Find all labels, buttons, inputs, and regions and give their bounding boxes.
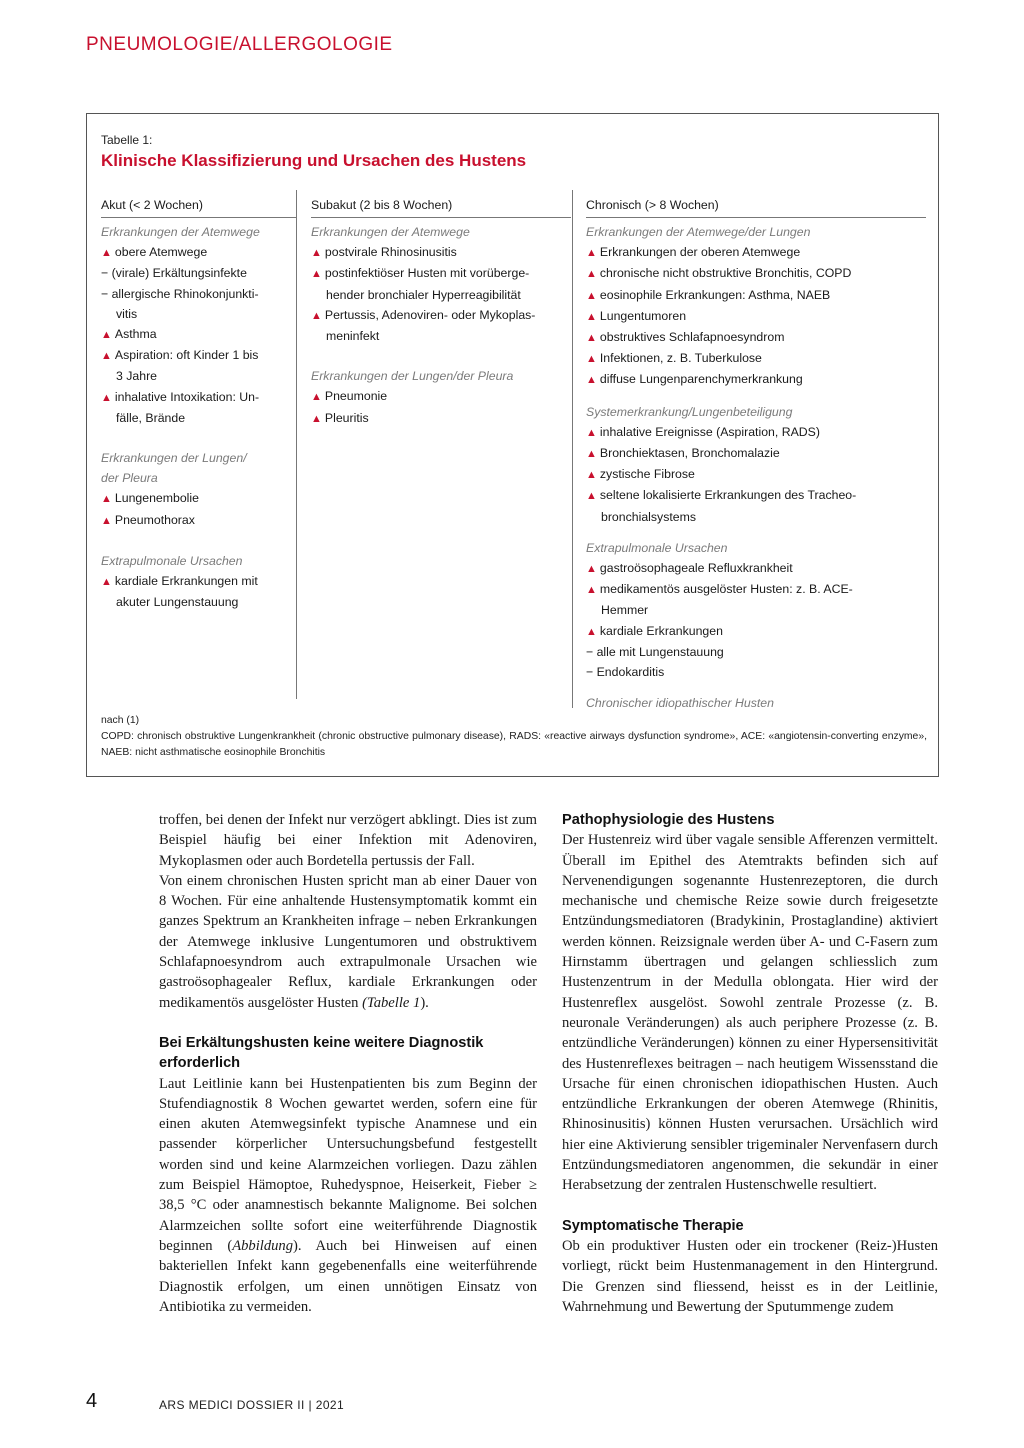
triangle-bullet-icon: ▲ <box>101 329 112 342</box>
triangle-bullet-icon: ▲ <box>586 332 597 345</box>
sub-item: − allergische Rhinokonjunkti- <box>101 286 259 301</box>
list-item-cont: bronchialsystems <box>601 509 696 524</box>
subheading: Bei Erkältungshusten keine weitere Diagnostik erforderlich <box>159 1034 484 1072</box>
category-label: Extrapulmonale Ursachen <box>586 540 728 555</box>
figure-reference: Abbildung <box>232 1237 294 1254</box>
table-title: Klinische Klassifizierung und Ursachen des Hustens <box>101 151 527 170</box>
list-item-cont: hender bronchialer Hyperreagibilität <box>326 287 521 302</box>
article-column-right <box>562 810 938 1317</box>
triangle-bullet-icon: ▲ <box>586 374 597 387</box>
category-label: Erkrankungen der Atemwege <box>311 225 470 239</box>
list-item: ▲ medikamentös ausgelöster Husten: z. B. ACE- <box>586 582 853 597</box>
list-item: ▲ seltene lokalisierte Erkrankungen des Tracheo- <box>586 488 857 503</box>
table-reference: (Tabelle 1 <box>362 994 421 1011</box>
list-item: ▲ postvirale Rhinosinusitis <box>311 245 457 260</box>
list-item: ▲ Bronchiektasen, Bronchomalazie <box>586 446 780 461</box>
triangle-bullet-icon: ▲ <box>586 289 597 302</box>
table-abbreviations: COPD: chronisch obstruktive Lungenkrankheit (chronic obstructive pulmonary disease), RADS: «reactive airways dysfunction syndrome», ACE: «angiotensin-converting enzyme», NAEB: nicht asthmatische eosinophile Bronchitis <box>101 731 927 758</box>
paragraph: Ob ein produktiver Husten oder ein trockener (Reiz-)Husten vorliegt, rückt beim Hustenmanagement in den Hintergrund. Die Grenzen sind fliessend, heisst es in der Leitlinie, Wahrnehmung und Bewertung der Sputummenge zudem <box>562 1237 938 1315</box>
section-header: PNEUMOLOGIE/ALLERGOLOGIE <box>86 34 393 55</box>
column-divider <box>572 190 573 708</box>
triangle-bullet-icon: ▲ <box>586 426 597 439</box>
triangle-bullet-icon: ▲ <box>101 247 112 260</box>
list-item-cont: meninfekt <box>326 329 380 344</box>
list-item: ▲ Pertussis, Adenoviren- oder Mykoplas- <box>311 307 536 322</box>
triangle-bullet-icon: ▲ <box>311 412 322 425</box>
category-label: Erkrankungen der Lungen/ <box>101 451 247 466</box>
triangle-bullet-icon: ▲ <box>101 514 112 527</box>
list-item-cont: akuter Lungenstauung <box>116 595 239 610</box>
column-header-chronic: Chronisch (> 8 Wochen) <box>586 190 926 218</box>
triangle-bullet-icon: ▲ <box>311 309 322 322</box>
list-item: ▲ chronische nicht obstruktive Bronchitis, COPD <box>586 266 852 281</box>
triangle-bullet-icon: ▲ <box>311 247 322 260</box>
triangle-bullet-icon: ▲ <box>101 350 112 363</box>
column-chronic <box>586 190 926 713</box>
sub-item-cont: vitis <box>116 306 138 321</box>
triangle-bullet-icon: ▲ <box>101 493 112 506</box>
sub-item: − Endokarditis <box>586 665 665 680</box>
list-item-cont: Hemmer <box>601 603 649 618</box>
list-item: ▲ obere Atemwege <box>101 245 208 260</box>
list-item: ▲ postinfektiöser Husten mit vorüberge- <box>311 266 530 281</box>
triangle-bullet-icon: ▲ <box>101 576 112 589</box>
list-item: ▲ inhalative Ereignisse (Aspiration, RADS) <box>586 424 820 439</box>
page-number: 4 <box>86 1390 98 1412</box>
paragraph: Der Hustenreiz wird über vagale sensible Afferenzen vermittelt. Überall im Epithel des Atemtrakts befinden sich auf Nervenendigungen sogenannte Hustenrezeptoren, die durch mechanische und chemische Reize sowie durch freigesetzte Entzündungsmediatoren (Bradykinin, Prostaglandine) aktiviert werden können. Reizsignale werden über A- und C-Fasern zum Hirnstamm übertragen und gelangen schliesslich zum Hustenzentrum in der Medulla oblongata. Hier wird der Hustenreflex ausgelöst. Sowohl zentrale Prozesse (z. B. neuronale Veränderungen) als auch periphere Prozesse (z. B. entzündliche Veränderungen) können zu einer Hypersensitivität des Hustenreflexes beitragen – nach heutigem Wissensstand die Ursache für einen chronischen idiopathischen Husten. Auch entzündliche Erkrankungen der oberen Atemwege (Rhinitis, Rhinosinusitis) können Husten verursachen. Ursächlich wird hier eine Aktivierung sensibler trigeminaler Nervenfasern durch Entzündungsmediatoren angenommen, die sekundär in einer Herabsetzung der zentralen Hustenschwelle resultiert. <box>562 832 938 1194</box>
table-source: nach (1) <box>101 715 140 726</box>
category-label: Systemerkrankung/Lungenbeteiligung <box>586 404 793 419</box>
table-label: Tabelle 1: <box>101 133 153 147</box>
triangle-bullet-icon: ▲ <box>586 469 597 482</box>
list-item: ▲ Aspiration: oft Kinder 1 bis <box>101 348 259 363</box>
category-label: Erkrankungen der Lungen/der Pleura <box>311 369 514 384</box>
column-subacute <box>311 190 571 429</box>
subheading: Pathophysiologie des Hustens <box>562 812 775 828</box>
sub-item: − (virale) Erkältungsinfekte <box>101 266 247 281</box>
triangle-bullet-icon: ▲ <box>586 268 597 281</box>
list-item: ▲ zystische Fibrose <box>586 467 695 482</box>
triangle-bullet-icon: ▲ <box>586 310 597 323</box>
list-item: ▲ Lungenembolie <box>101 491 199 506</box>
column-header-acute: Akut (< 2 Wochen) <box>101 190 296 218</box>
list-item: ▲ Asthma <box>101 327 157 342</box>
list-item: ▲ Erkrankungen der oberen Atemwege <box>586 245 801 260</box>
triangle-bullet-icon: ▲ <box>586 448 597 461</box>
list-item: ▲ inhalative Intoxikation: Un- <box>101 389 260 404</box>
triangle-bullet-icon: ▲ <box>586 584 597 597</box>
triangle-bullet-icon: ▲ <box>311 391 322 404</box>
column-acute <box>101 190 296 612</box>
paragraph: Von einem chronischen Husten spricht man ab einer Dauer von 8 Wochen. Für eine anhaltende Hustensymptomatik kommt ein ganzes Spektrum an Krankheiten infrage – neben Erkrankungen der Atemwege inklusive Lungentumoren und obstruktivem Schlafapnoesyndrom auch extrapulmonale Ursachen wie gastroösophagealer Reflux, kardiale Erkrankungen oder medikamentös ausgelöster Husten (Tabelle 1). <box>159 872 537 1011</box>
table-footnote <box>101 713 927 761</box>
journal-name: ARS MEDICI DOSSIER II | 2021 <box>159 1398 345 1412</box>
table-1 <box>86 113 939 777</box>
list-item: ▲ Pleuritis <box>311 410 369 425</box>
category-label: Extrapulmonale Ursachen <box>101 553 243 568</box>
triangle-bullet-icon: ▲ <box>586 490 597 503</box>
category-label: Chronischer idiopathischer Husten <box>586 696 774 711</box>
list-item: ▲ Pneumonie <box>311 389 388 404</box>
category-label: Erkrankungen der Atemwege/der Lungen <box>586 225 811 239</box>
paragraph: troffen, bei denen der Infekt nur verzögert abklingt. Dies ist zum Beispiel häufig bei einer Infektion mit Adenoviren, Mykoplasmen oder auch Bordetella pertussis der Fall. <box>159 812 537 869</box>
list-item-cont: fälle, Brände <box>116 410 186 425</box>
triangle-bullet-icon: ▲ <box>586 625 597 638</box>
subheading: Symptomatische Therapie <box>562 1217 744 1234</box>
list-item-cont: 3 Jahre <box>116 369 158 384</box>
triangle-bullet-icon: ▲ <box>586 563 597 576</box>
list-item: ▲ obstruktives Schlafapnoesyndrom <box>586 330 785 345</box>
triangle-bullet-icon: ▲ <box>101 391 112 404</box>
list-item: ▲ diffuse Lungenparenchymerkrankung <box>586 372 803 387</box>
category-label: der Pleura <box>101 471 158 486</box>
triangle-bullet-icon: ▲ <box>586 353 597 366</box>
column-header-subacute: Subakut (2 bis 8 Wochen) <box>311 190 571 218</box>
list-item: ▲ gastroösophageale Refluxkrankheit <box>586 561 793 576</box>
list-item: ▲ Pneumothorax <box>101 512 195 527</box>
triangle-bullet-icon: ▲ <box>586 247 597 260</box>
paragraph: Laut Leitlinie kann bei Hustenpatienten bis zum Beginn der Stufendiagnostik 8 Wochen gewartet werden, sofern eine für einen akuten Atemwegsinfekt typische Anamnese und ein passender körperlicher Untersuchungsbefund festgestellt worden sind und keine Alarmzeichen vorliegen. Dazu zählen zum Beispiel Hämoptoe, Ruhedyspnoe, Heiserkeit, Fieber ≥ 38,5 °C oder anamnestisch bekannte Malignome. Bei solchen Alarmzeichen sollte sofort eine weiterführende Diagnostik beginnen (Abbildung). Auch bei Hinweisen auf einen bakteriellen Infekt kann gegebenenfalls eine weiterführende Diagnostik erfolgen, um einen unnötigen Einsatz von Antibiotika zu vermeiden. <box>159 1075 537 1315</box>
category-label: Erkrankungen der Atemwege <box>101 225 260 239</box>
triangle-bullet-icon: ▲ <box>311 268 322 281</box>
list-item: ▲ kardiale Erkrankungen <box>586 623 723 638</box>
list-item: ▲ Infektionen, z. B. Tuberkulose <box>586 351 762 366</box>
column-divider <box>296 190 297 699</box>
list-item: ▲ eosinophile Erkrankungen: Asthma, NAEB <box>586 287 831 302</box>
article-column-left <box>159 810 537 1317</box>
list-item: ▲ kardiale Erkrankungen mit <box>101 574 258 589</box>
sub-item: − alle mit Lungenstauung <box>586 644 724 659</box>
list-item: ▲ Lungentumoren <box>586 308 687 323</box>
